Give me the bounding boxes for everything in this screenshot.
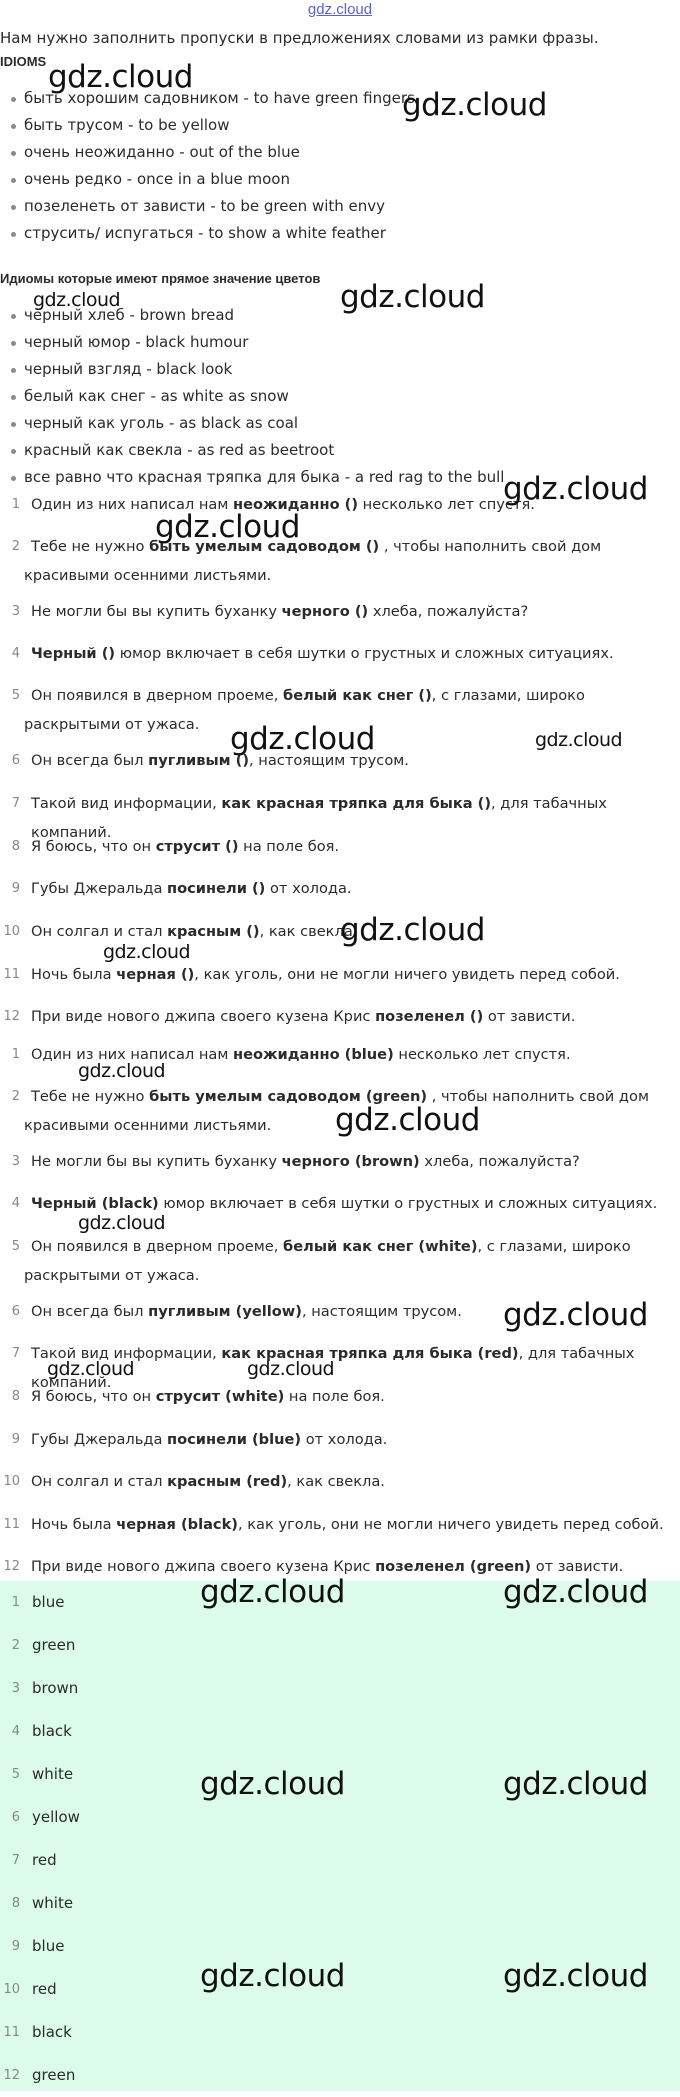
answer-number: 8 [11,1896,20,1911]
idiom-item: очень неожиданно - out of the blue [0,142,415,169]
sentence-highlight: позеленел (green) [375,1558,532,1575]
watermark-text: gdz.cloud [230,721,375,757]
sentence-highlight: пугливым () [148,752,250,769]
idioms-list [0,88,415,250]
exercise-sentence [0,874,676,903]
sentence-highlight: позеленел () [375,1008,484,1025]
exercise-sentence [0,1467,676,1496]
sentence-text [0,832,676,861]
sentence-text-start: Он всегда был [31,752,149,769]
exercise-sentence [0,1232,676,1290]
sentence-text [0,912,676,948]
sentence-number: 6 [11,753,20,768]
sentence-number: 7 [11,1346,20,1361]
sentence-text-start: Ночь была [31,966,117,983]
exercise-sentence [0,532,676,590]
answer-word: yellow [32,1808,80,1826]
idiom-item: очень редко - once in a blue moon [0,169,415,196]
sentence-text-start: Ночь была [31,1516,117,1533]
answer-number: 3 [11,1681,20,1696]
sentence-text-end: , как свекла. [287,1473,385,1490]
sentence-highlight: неожиданно () [233,496,359,513]
exercise-sentence [0,1510,676,1539]
sentence-text [0,1467,676,1496]
answer-word: green [32,2066,76,2084]
sentence-text [0,597,676,626]
sentence-text-start: Такой вид информации, [31,795,222,812]
exercise-sentence [0,832,676,861]
sentence-number: 11 [3,967,20,982]
sentence-number: 8 [11,1389,20,1404]
sentence-text-end: , с глазами, широко раскрытыми от ужаса. [24,687,585,733]
sentence-highlight: быть умелым садоводом () [149,538,380,555]
sentence-highlight: черного () [281,603,369,620]
watermark-text: gdz.cloud [503,471,648,507]
watermark-text: gdz.cloud [200,1958,345,1994]
watermark-text: gdz.cloud [78,1060,166,1082]
sentence-text-end: , настоящим трусом. [301,1303,462,1320]
sentence-number: 12 [3,1559,20,1574]
sentence-text [0,639,676,668]
sentence-text-end: , для табачных компаний. [31,795,607,841]
sentence-number: 7 [11,796,20,811]
sentence-text-start: Не могли бы вы купить буханку [31,603,282,620]
idiom-item: черный как уголь - as black as coal [0,413,504,440]
answer-word: blue [32,1937,65,1955]
literal-idioms-heading: Идиомы которые имеют прямое значение цветов [0,271,321,286]
watermark-text: gdz.cloud [340,912,485,948]
sentence-number: 10 [3,1474,20,1489]
sentence-highlight: Черный () [31,645,116,662]
answer-word: white [32,1765,74,1783]
idiom-item: черный взгляд - black look [0,359,504,386]
watermark-text: gdz.cloud [247,1358,335,1380]
sentence-text-end: , как свекла. [259,923,358,940]
sentence-number: 11 [3,1517,20,1532]
sentence-text-start: Тебе не нужно [31,1088,150,1105]
exercise-sentence [0,1147,676,1176]
sentence-number: 4 [11,1196,20,1211]
watermark-text: gdz.cloud [33,289,121,311]
sentence-highlight: посинели (blue) [167,1431,302,1448]
sentence-text-start: Такой вид информации, [31,1345,222,1362]
sentence-text [0,1147,676,1176]
sentence-text-start: Он солгал и стал [31,923,168,940]
sentence-text-end: от зависти. [531,1558,624,1575]
sentence-text-start: Губы Джеральда [31,880,168,897]
exercise-sentence [0,597,676,626]
sentence-text [0,1232,676,1290]
idiom-item: быть трусом - to be yellow [0,115,415,142]
sentence-text [0,1002,676,1031]
sentence-text-start: При виде нового джипа своего кузена Крис [31,1558,376,1575]
sentence-text-end: , чтобы наполнить свой дом красивыми осенними листьями. [24,1088,649,1134]
sentence-text [0,1510,676,1539]
answer-number: 11 [3,2025,20,2040]
sentence-number: 2 [11,539,20,554]
answer-word: black [32,1722,72,1740]
watermark-text: gdz.cloud [48,59,193,95]
watermark-text: gdz.cloud [402,87,547,123]
answer-number: 4 [11,1724,20,1739]
sentence-text-end: хлеба, пожалуйста? [419,1153,580,1170]
exercise-sentence [0,1002,676,1031]
sentence-highlight: струсит (white) [155,1388,285,1405]
sentence-text-start: Он всегда был [31,1303,149,1320]
answer-item [0,1839,680,1882]
idiom-item: белый как снег - as white as snow [0,386,504,413]
sentence-number: 10 [3,924,20,939]
sentence-number: 3 [11,604,20,619]
sentence-highlight: черная (black) [116,1516,238,1533]
sentence-number: 1 [11,1047,20,1062]
watermark-text: gdz.cloud [535,729,623,751]
sentence-text-end: от холода. [265,880,352,897]
sentence-number: 9 [11,881,20,896]
sentence-highlight: белый как снег (white) [283,1238,478,1255]
answer-word: blue [32,1593,65,1611]
answer-item [0,1624,680,1667]
watermark-text: gdz.cloud [503,1766,648,1802]
sentence-number: 12 [3,1009,20,1024]
idiom-item: струсить/ испугаться - to show a white feather [0,223,415,250]
sentence-text-start: При виде нового джипа своего кузена Крис [31,1008,376,1025]
idiom-item: черный хлеб - brown bread [0,305,504,332]
sentence-text-end: несколько лет спустя. [393,1046,571,1063]
sentence-number: 5 [11,688,20,703]
sentence-text-start: Я боюсь, что он [31,838,156,855]
answer-word: brown [32,1679,79,1697]
sentence-text-end: от зависти. [483,1008,576,1025]
watermark-text: gdz.cloud [103,941,191,963]
answer-number: 12 [3,2068,20,2083]
sentence-highlight: пугливым (yellow) [148,1303,302,1320]
answer-number: 6 [11,1810,20,1825]
sentence-text [0,1425,676,1454]
sentence-highlight: черного (brown) [281,1153,420,1170]
watermark-text: gdz.cloud [503,1574,648,1610]
literal-idioms-list [0,305,504,494]
sentence-highlight: неожиданно (blue) [233,1046,394,1063]
answer-number: 7 [11,1853,20,1868]
watermark-text: gdz.cloud [340,279,485,315]
sentence-number: 9 [11,1432,20,1447]
sentence-text [0,532,676,590]
sentence-text-start: Он появился в дверном проеме, [31,687,284,704]
answer-number: 5 [11,1767,20,1782]
sentence-number: 1 [11,497,20,512]
sentence-text-end: на поле боя. [238,838,340,855]
idiom-item: быть хорошим садовником - to have green fingers [0,88,415,115]
answer-number: 9 [11,1939,20,1954]
answer-item [0,1667,680,1710]
sentence-text-start: Не могли бы вы купить буханку [31,1153,282,1170]
sentence-text-start: Губы Джеральда [31,1431,168,1448]
watermark-text: gdz.cloud [200,1766,345,1802]
sentence-highlight: черная () [116,966,195,983]
answer-item [0,1710,680,1753]
sentence-highlight: Черный (black) [31,1195,159,1212]
answer-key [0,1581,680,2091]
sentence-number: 8 [11,839,20,854]
sentence-text-end: хлеба, пожалуйста? [368,603,529,620]
sentence-text-start: Один из них написал нам [31,496,234,513]
exercise-sentence [0,1425,676,1454]
sentence-text [0,874,676,903]
sentence-text-start: Один из них написал нам [31,1046,234,1063]
watermark-text: gdz.cloud [503,1297,648,1333]
answer-word: white [32,1894,74,1912]
watermark-text: gdz.cloud [78,1212,166,1234]
sentence-number: 3 [11,1154,20,1169]
sentence-text-end: юмор включает в себя шутки о грустных и сложных ситуациях. [115,645,614,662]
sentence-text-start: Я боюсь, что он [31,1388,156,1405]
answer-item [0,1796,680,1839]
site-link[interactable]: gdz.cloud [307,1,373,18]
answer-item [0,1882,680,1925]
answer-item [0,2011,680,2054]
sentence-text-end: , для табачных компаний. [31,1345,635,1391]
sentence-text-start: Тебе не нужно [31,538,150,555]
exercise-sentence [0,639,676,668]
sentence-text-end: , настоящим трусом. [249,752,409,769]
sentence-number: 5 [11,1239,20,1254]
sentence-text-end: , как уголь, они не могли ничего увидеть перед собой. [194,966,620,983]
sentence-highlight: струсит () [155,838,239,855]
idioms-heading: IDIOMS [0,54,47,69]
idiom-item: черный юмор - black humour [0,332,504,359]
exercise-sentence [0,1382,676,1411]
sentence-text-end: от холода. [301,1431,388,1448]
sentence-number: 4 [11,646,20,661]
sentence-highlight: как красная тряпка для быка (red) [221,1345,519,1362]
sentence-text-end: юмор включает в себя шутки о грустных и сложных ситуациях. [158,1195,658,1212]
watermark-text: gdz.cloud [335,1102,480,1138]
answer-word: red [32,1980,57,1998]
sentence-text-end: , с глазами, широко раскрытыми от ужаса. [24,1238,631,1284]
answer-number: 2 [11,1638,20,1653]
sentence-text-end: , чтобы наполнить свой дом красивыми осенними листьями. [24,538,602,584]
sentence-text-end: на поле боя. [284,1388,385,1405]
exercise-sentence [0,960,676,989]
idiom-item: позеленеть от зависти - to be green with envy [0,196,415,223]
watermark-text: gdz.cloud [47,1358,135,1380]
sentence-highlight: как красная тряпка для быка () [221,795,492,812]
task-instruction: Нам нужно заполнить пропуски в предложениях словами из рамки фразы. [0,29,599,47]
watermark-text: gdz.cloud [200,1574,345,1610]
sentence-highlight: красным () [167,923,260,940]
idiom-item: все равно что красная тряпка для быка - a red rag to the bull [0,467,504,494]
sentence-text [0,1382,676,1411]
answer-number: 1 [11,1595,20,1610]
sentence-text-end: несколько лет спустя. [358,496,535,513]
exercise-sentence [0,912,676,948]
answer-number: 10 [3,1982,20,1997]
idiom-item: красный как свекла - as red as beetroot [0,440,504,467]
sentence-highlight: посинели () [167,880,266,897]
sentence-text [0,960,676,989]
sentence-number: 6 [11,1304,20,1319]
answer-word: green [32,1636,76,1654]
sentence-highlight: быть умелым садоводом (green) [149,1088,428,1105]
answer-word: red [32,1851,57,1869]
sentence-text-start: Он солгал и стал [31,1473,168,1490]
watermark-text: gdz.cloud [155,509,300,545]
answer-word: black [32,2023,72,2041]
sentence-text-end: , как уголь, они не могли ничего увидеть перед собой. [237,1516,664,1533]
sentence-text-start: Он появился в дверном проеме, [31,1238,284,1255]
sentence-number: 2 [11,1089,20,1104]
watermark-text: gdz.cloud [503,1958,648,1994]
sentence-highlight: белый как снег () [283,687,432,704]
sentence-highlight: красным (red) [167,1473,288,1490]
